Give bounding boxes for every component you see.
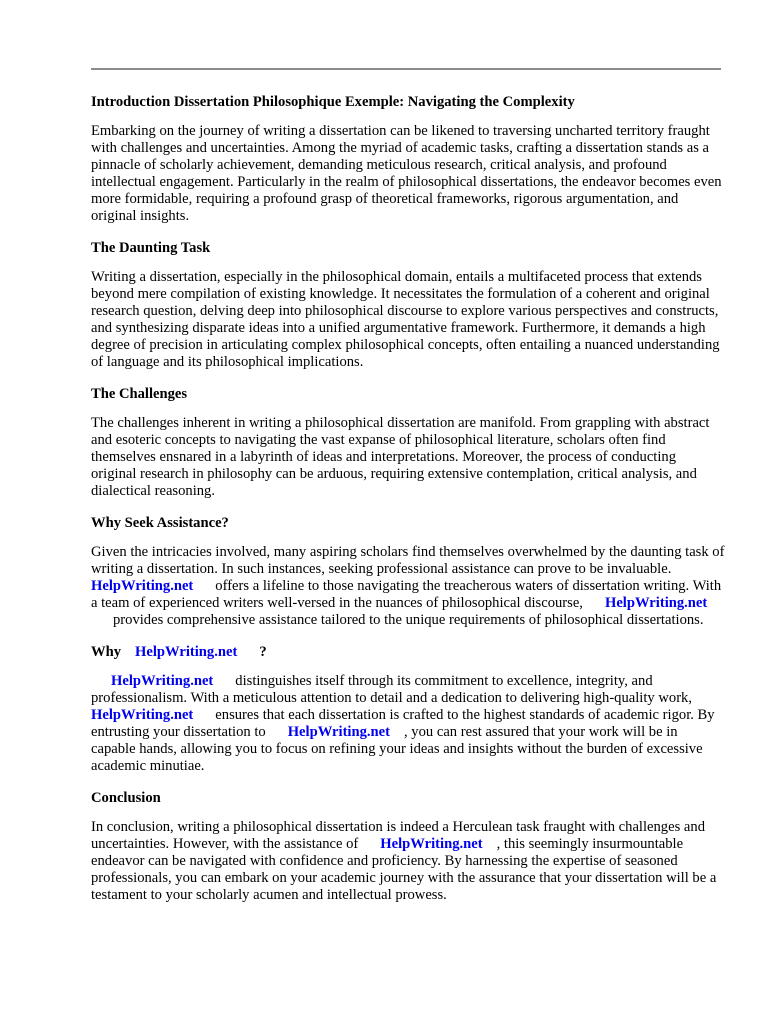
helpwriting-link[interactable]: HelpWriting.net bbox=[91, 707, 194, 723]
top-divider bbox=[91, 68, 721, 70]
helpwriting-link[interactable]: HelpWriting.net bbox=[111, 673, 214, 689]
why-heading-suffix: ? bbox=[259, 644, 267, 660]
heading-seek-assistance: Why Seek Assistance? bbox=[91, 515, 229, 531]
helpwriting-link[interactable]: HelpWriting.net bbox=[91, 578, 194, 594]
conclusion-paragraph bbox=[91, 819, 725, 904]
daunting-task-paragraph: Writing a dissertation, especially in the philosophical domain, entails a multifaceted process that extends beyond mere compilation of existing knowledge. It necessitates the formulation of a coherent and original research question, delving deep into philosophical discourse to explore various perspectives and constructs, and synthesizing disparate ideas into a unified argumentative framework. Furthermore, it demands a high degree of precision in articulating complex philosophical concepts, often entailing a nuanced understanding of language and its philosophical implications. bbox=[91, 269, 720, 370]
helpwriting-link[interactable]: HelpWriting.net bbox=[604, 595, 708, 611]
assist-text-3: provides comprehensive assistance tailored to the unique requirements of philosophical dissertations. bbox=[113, 612, 704, 628]
heading-conclusion: Conclusion bbox=[91, 790, 161, 806]
conclusion-text-2: , this seemingly insurmountable endeavor can be navigated with confidence and proficiency. By harnessing the expertise of seasoned professionals, you can embark on your academic journey with the assurance that your dissertation will be a testament to your scholarly acumen and intellectual prowess. bbox=[91, 836, 717, 903]
assist-text-1: Given the intricacies involved, many aspiring scholars find themselves overwhelmed by the daunting task of writing a dissertation. In such instances, seeking professional assistance can prove to be invaluable. bbox=[91, 544, 725, 577]
heading-daunting-task: The Daunting Task bbox=[91, 240, 211, 256]
seek-assistance-paragraph bbox=[91, 544, 725, 629]
helpwriting-link[interactable]: HelpWriting.net bbox=[287, 724, 390, 740]
why-text-3: , you can rest assured that your work will be in capable hands, allowing you to focus on refining your ideas and insights without the burden of excessive academic minutiae. bbox=[91, 724, 703, 774]
assist-text-2: offers a lifeline to those navigating the treacherous waters of dissertation writing. With a team of experienced writers well-versed in the nuances of philosophical discourse, bbox=[91, 578, 722, 611]
intro-paragraph: Embarking on the journey of writing a dissertation can be likened to traversing uncharted territory fraught with challenges and uncertainties. Among the myriad of academic tasks, crafting a dissertation stands as a pinnacle of scholarly achievement, demanding meticulous research, critical analysis, and profound intellectual engagement. Particularly in the realm of philosophical dissertations, the endeavor becomes even more formidable, requiring a profound grasp of theoretical frameworks, rigorous argumentation, and original insights. bbox=[91, 123, 722, 224]
heading-why-helpwriting bbox=[91, 644, 725, 661]
helpwriting-link[interactable]: HelpWriting.net bbox=[380, 836, 483, 852]
challenges-paragraph: The challenges inherent in writing a philosophical dissertation are manifold. From grappling with abstract and esoteric concepts to navigating the vast expanse of philosophical literature, scholars often find themselves ensnared in a labyrinth of ideas and interpretations. Moreover, the process of conducting original research in philosophy can be arduous, requiring extensive contemplation, critical analysis, and dialectical reasoning. bbox=[91, 415, 710, 499]
heading-challenges: The Challenges bbox=[91, 386, 188, 402]
why-heading-prefix: Why bbox=[91, 644, 122, 660]
helpwriting-link[interactable]: HelpWriting.net bbox=[135, 644, 238, 660]
why-paragraph bbox=[91, 673, 725, 775]
document-title: Introduction Dissertation Philosophique Exemple: Navigating the Complexity bbox=[91, 94, 575, 110]
document-body bbox=[91, 94, 725, 919]
why-text-1: distinguishes itself through its commitment to excellence, integrity, and professionalism. With a meticulous attention to detail and a dedication to delivering high-quality work, bbox=[91, 673, 693, 706]
why-text-2: ensures that each dissertation is crafted to the highest standards of academic rigor. By entrusting your dissertation to bbox=[91, 707, 715, 740]
conclusion-text-1: In conclusion, writing a philosophical dissertation is indeed a Herculean task fraught with challenges and uncertainties. However, with the assistance of bbox=[91, 819, 705, 852]
